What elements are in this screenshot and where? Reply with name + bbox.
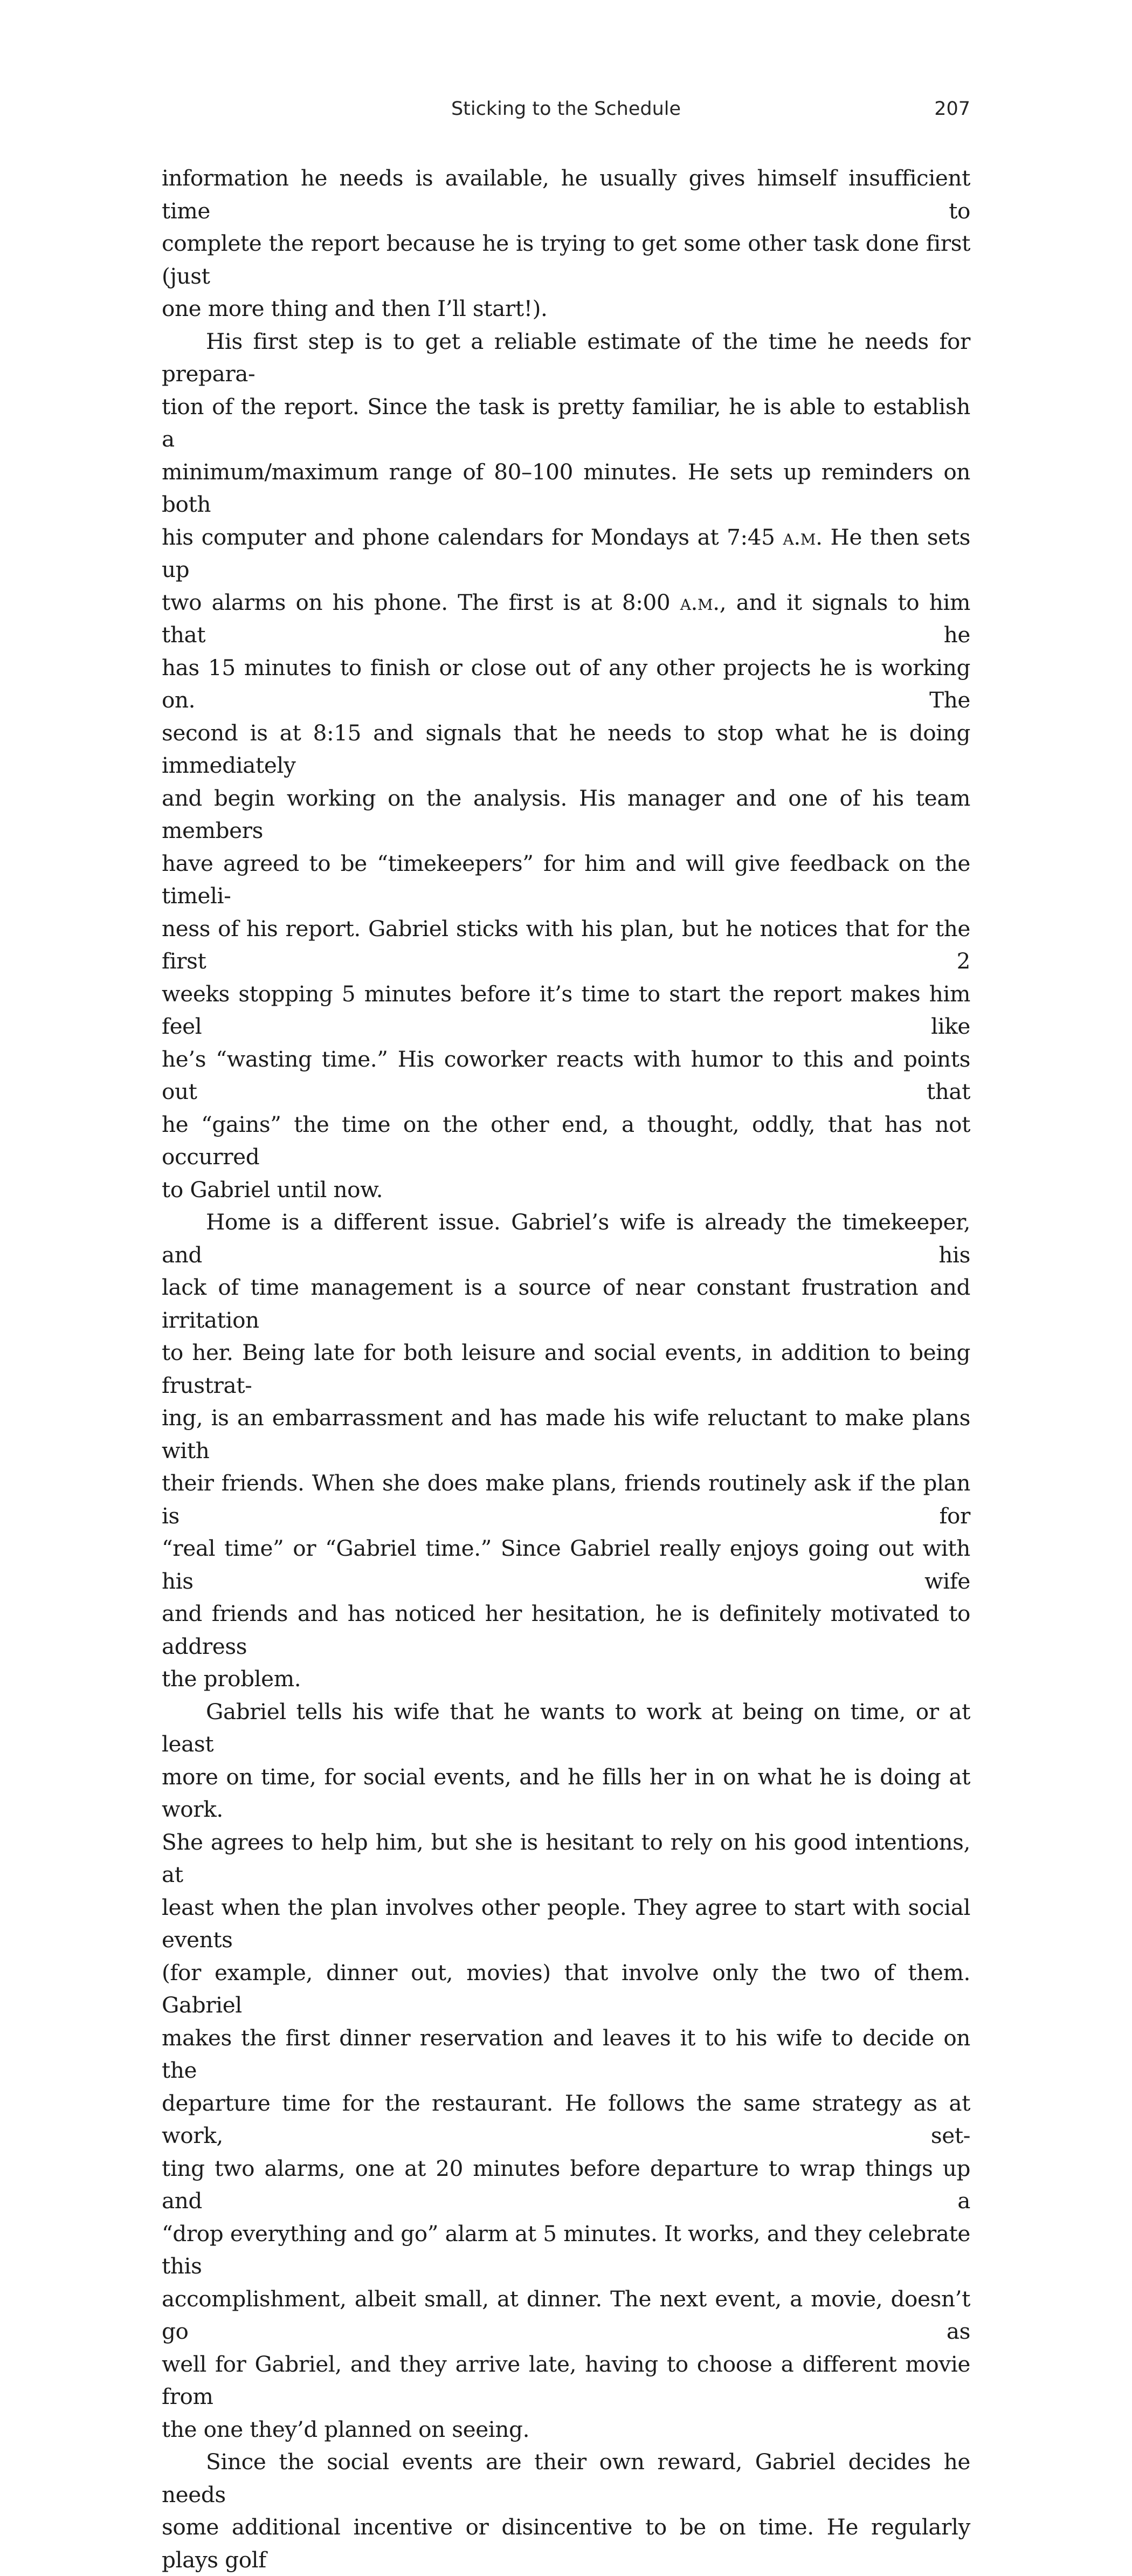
text-line: “real time” or “Gabriel time.” Since Gabriel really enjoys going out with his wife [162,1535,970,1594]
text-line: Home is a different issue. Gabriel’s wife is already the timekeeper, and his [162,1209,970,1268]
text-line: his computer and phone calendars for Mondays at 7:45 a.m. He then sets up [162,524,970,582]
running-head [162,93,970,125]
text-line: His first step is to get a reliable estimate of the time he needs for prepara- [162,328,970,387]
text-line: ing, is an embarrassment and has made his wife reluctant to make plans with [162,1405,970,1464]
text-line: tion of the report. Since the task is pretty familiar, he is able to establish a [162,393,970,452]
text-line: ting two alarms, one at 20 minutes before departure to wrap things up and a [162,2155,970,2214]
text-line: more on time, for social events, and he fills her in on what he is doing at work. [162,1763,970,1822]
text-line: (for example, dinner out, movies) that involve only the two of them. Gabriel [162,1959,970,2018]
paragraph-3 [162,1206,970,1695]
text-line: second is at 8:15 and signals that he needs to stop what he is doing immediately [162,719,970,778]
running-title: Sticking to the Schedule [451,98,681,120]
text-line: and friends and has noticed her hesitation, he is definitely motivated to address [162,1600,970,1659]
text-line: two alarms on his phone. The first is at 8:00 a.m., and it signals to him that he [162,589,971,648]
page-number: 207 [934,98,970,120]
paragraph-1 [162,162,970,325]
text-line: She agrees to help him, but she is hesitant to rely on his good intentions, at [162,1829,970,1887]
text-line: to Gabriel until now. [162,1176,383,1203]
paragraph-2 [162,325,970,1206]
text-line: some additional incentive or disincentive to be on time. He regularly plays golf [162,2514,970,2573]
text-line: departure time for the restaurant. He follows the same strategy as at work, set- [162,2090,970,2148]
text-line: accomplishment, albeit small, at dinner. The next event, a movie, doesn’t go as [162,2285,970,2344]
text-line: ness of his report. Gabriel sticks with his plan, but he notices that for the first 2 [162,915,970,974]
text-line: information he needs is available, he usually gives himself insufficient time to [162,165,970,224]
text-line: and begin working on the analysis. His manager and one of his team members [162,785,970,843]
text-line: he “gains” the time on the other end, a thought, oddly, that has not occurred [162,1111,970,1170]
text-line: he’s “wasting time.” His coworker reacts with humor to this and points out that [162,1046,970,1104]
text-line: the one they’d planned on seeing. [162,2416,530,2442]
paragraph-4 [162,1695,970,2446]
text-line: makes the first dinner reservation and leaves it to his wife to decide on the [162,2024,970,2083]
text-line: minimum/maximum range of 80–100 minutes. He sets up reminders on both [162,458,970,517]
text-line: weeks stopping 5 minutes before it’s time to start the report makes him feel like [162,980,970,1039]
text-line: their friends. When she does make plans, friends routinely ask if the plan is for [162,1470,970,1529]
text-line: well for Gabriel, and they arrive late, having to choose a different movie from [162,2351,970,2409]
text-line: lack of time management is a source of near constant frustration and irritation [162,1274,970,1333]
text-line: to her. Being late for both leisure and social events, in addition to being frustrat- [162,1339,970,1398]
text-line: Gabriel tells his wife that he wants to work at being on time, or at least [162,1698,970,1757]
text-line: Since the social events are their own reward, Gabriel decides he needs [162,2449,970,2508]
paragraph-5 [162,2446,970,2576]
text-line: have agreed to be “timekeepers” for him and will give feedback on the timeli- [162,850,970,909]
text-line: one more thing and then I’ll start!). [162,296,548,321]
text-line: has 15 minutes to finish or close out of any other projects he is working on. The [162,654,970,713]
body-text [162,162,970,2576]
text-line: “drop everything and go” alarm at 5 minutes. It works, and they celebrate this [162,2220,970,2279]
text-line: the problem. [162,1666,301,1692]
text-line: least when the plan involves other people. They agree to start with social events [162,1894,970,1953]
text-line: complete the report because he is trying to get some other task done first (just [162,230,970,289]
